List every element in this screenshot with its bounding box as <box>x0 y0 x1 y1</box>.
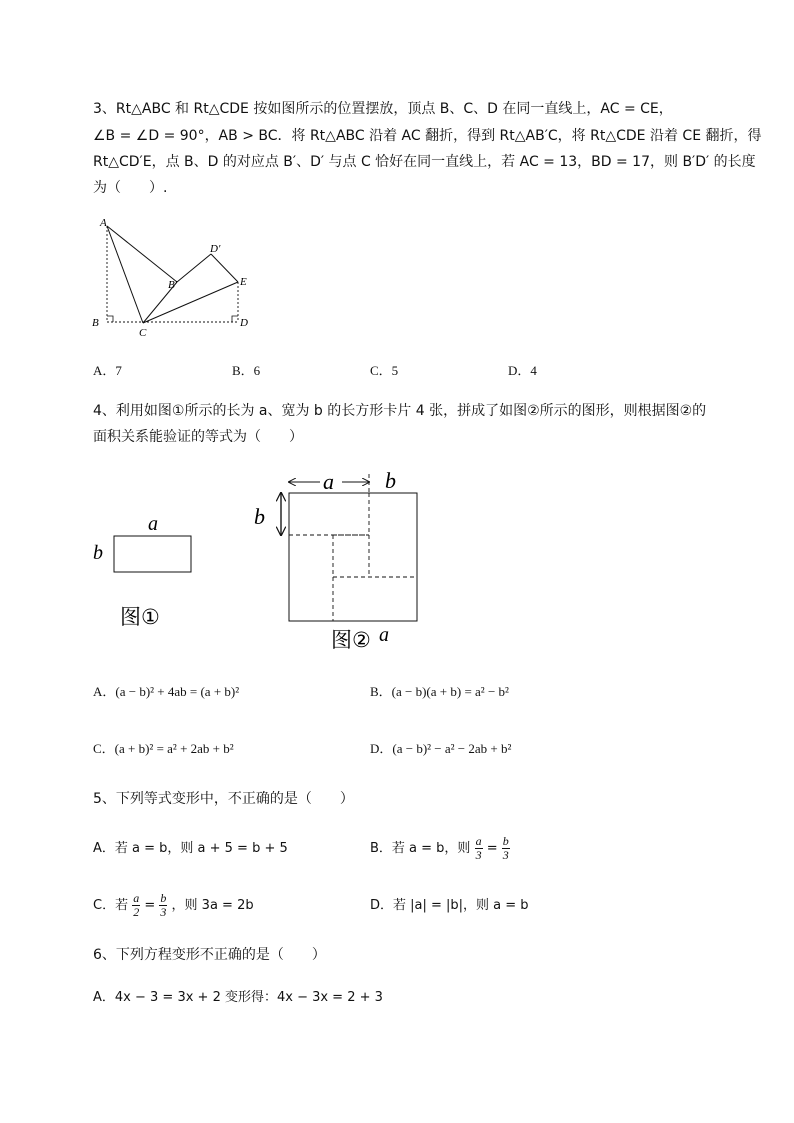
q4-figure-2 <box>245 464 440 659</box>
q3-option-c[interactable]: C．5 <box>370 363 399 378</box>
q4-option-b[interactable]: B．(a − b)(a + b) = a² − b² <box>370 684 509 699</box>
q5-option-b-prefix: B．若 a = b，则 <box>370 841 471 856</box>
q3-line-3: Rt△CD′E，点 B、D 的对应点 B′、D′ 与点 C 恰好在同一直线上，若 AC = 13，BD = 17，则 B′D′ 的长度 <box>93 154 756 170</box>
label-D-prime: D′ <box>210 243 221 255</box>
q6-option-a[interactable]: A．4x − 3 = 3x + 2 变形得：4x − 3x = 2 + 3 <box>93 990 383 1005</box>
q3-option-b[interactable]: B．6 <box>232 363 261 378</box>
equals-sign: = <box>486 841 498 856</box>
label-B: B <box>92 317 99 329</box>
q3-option-d[interactable]: D．4 <box>508 363 537 378</box>
q6-title: 6、下列方程变形不正确的是（ ） <box>93 947 326 963</box>
label-D: D <box>240 317 248 329</box>
fig1-label-b: b <box>93 542 103 564</box>
fraction-a-over-3: $\frac{a}{3}$ <box>475 834 482 862</box>
q5-option-c-suffix: ，则 3a = 2b <box>171 898 254 913</box>
fraction-b-over-3: $\frac{b}{3}$ <box>160 891 167 919</box>
fraction-b-over-3: $\frac{b}{3}$ <box>502 834 509 862</box>
q3-line-2: ∠B = ∠D = 90°，AB > BC．将 Rt△ABC 沿着 AC 翻折，得到 Rt△AB′C，将 Rt△CDE 沿着 CE 翻折，得 <box>93 128 762 144</box>
label-B-prime: B′ <box>168 279 178 291</box>
q3-line-1: 3、Rt△ABC 和 Rt△CDE 按如图所示的位置摆放，顶点 B、C、D 在同一直线上，AC = CE， <box>93 101 673 117</box>
fig2-label-b-left: b <box>254 504 265 529</box>
q5-title: 5、下列等式变形中，不正确的是（ ） <box>93 791 354 807</box>
q4-option-c[interactable]: C．(a + b)² = a² + 2ab + b² <box>93 741 234 756</box>
fig1-label-a: a <box>148 513 158 535</box>
q5-option-c-prefix: C．若 <box>93 898 129 913</box>
q5-option-a[interactable]: A．若 a = b，则 a + 5 = b + 5 <box>93 841 288 856</box>
q4-line-1: 4、利用如图①所示的长为 a、宽为 b 的长方形卡片 4 张，拼成了如图②所示的图形，则根据图②的 <box>93 403 707 419</box>
equals-sign: = <box>144 898 156 913</box>
q5-option-b[interactable] <box>370 832 510 866</box>
fig2-caption: 图② <box>331 628 371 652</box>
q4-option-d[interactable]: D．(a − b)² − a² − 2ab + b² <box>370 741 512 756</box>
label-A: A <box>100 217 107 229</box>
q4-figure-1 <box>88 508 208 633</box>
q3-line-4: 为（ ）. <box>93 180 168 196</box>
q4-line-2: 面积关系能验证的等式为（ ） <box>93 429 303 445</box>
q5-option-c[interactable] <box>93 889 254 923</box>
q4-option-a[interactable]: A．(a − b)² + 4ab = (a + b)² <box>93 684 240 699</box>
label-C: C <box>139 327 147 339</box>
label-E: E <box>240 276 247 288</box>
fig2-label-a-top: a <box>323 469 334 494</box>
q5-option-d[interactable]: D．若 |a| = |b|，则 a = b <box>370 898 529 913</box>
q3-figure <box>88 212 258 342</box>
q3-option-a[interactable]: A．7 <box>93 363 122 378</box>
fraction-a-over-2: $\frac{a}{2}$ <box>133 891 140 919</box>
fig2-label-b-top: b <box>385 468 396 493</box>
fig1-caption: 图① <box>120 605 160 629</box>
fig2-label-a-bottom: a <box>379 624 389 646</box>
